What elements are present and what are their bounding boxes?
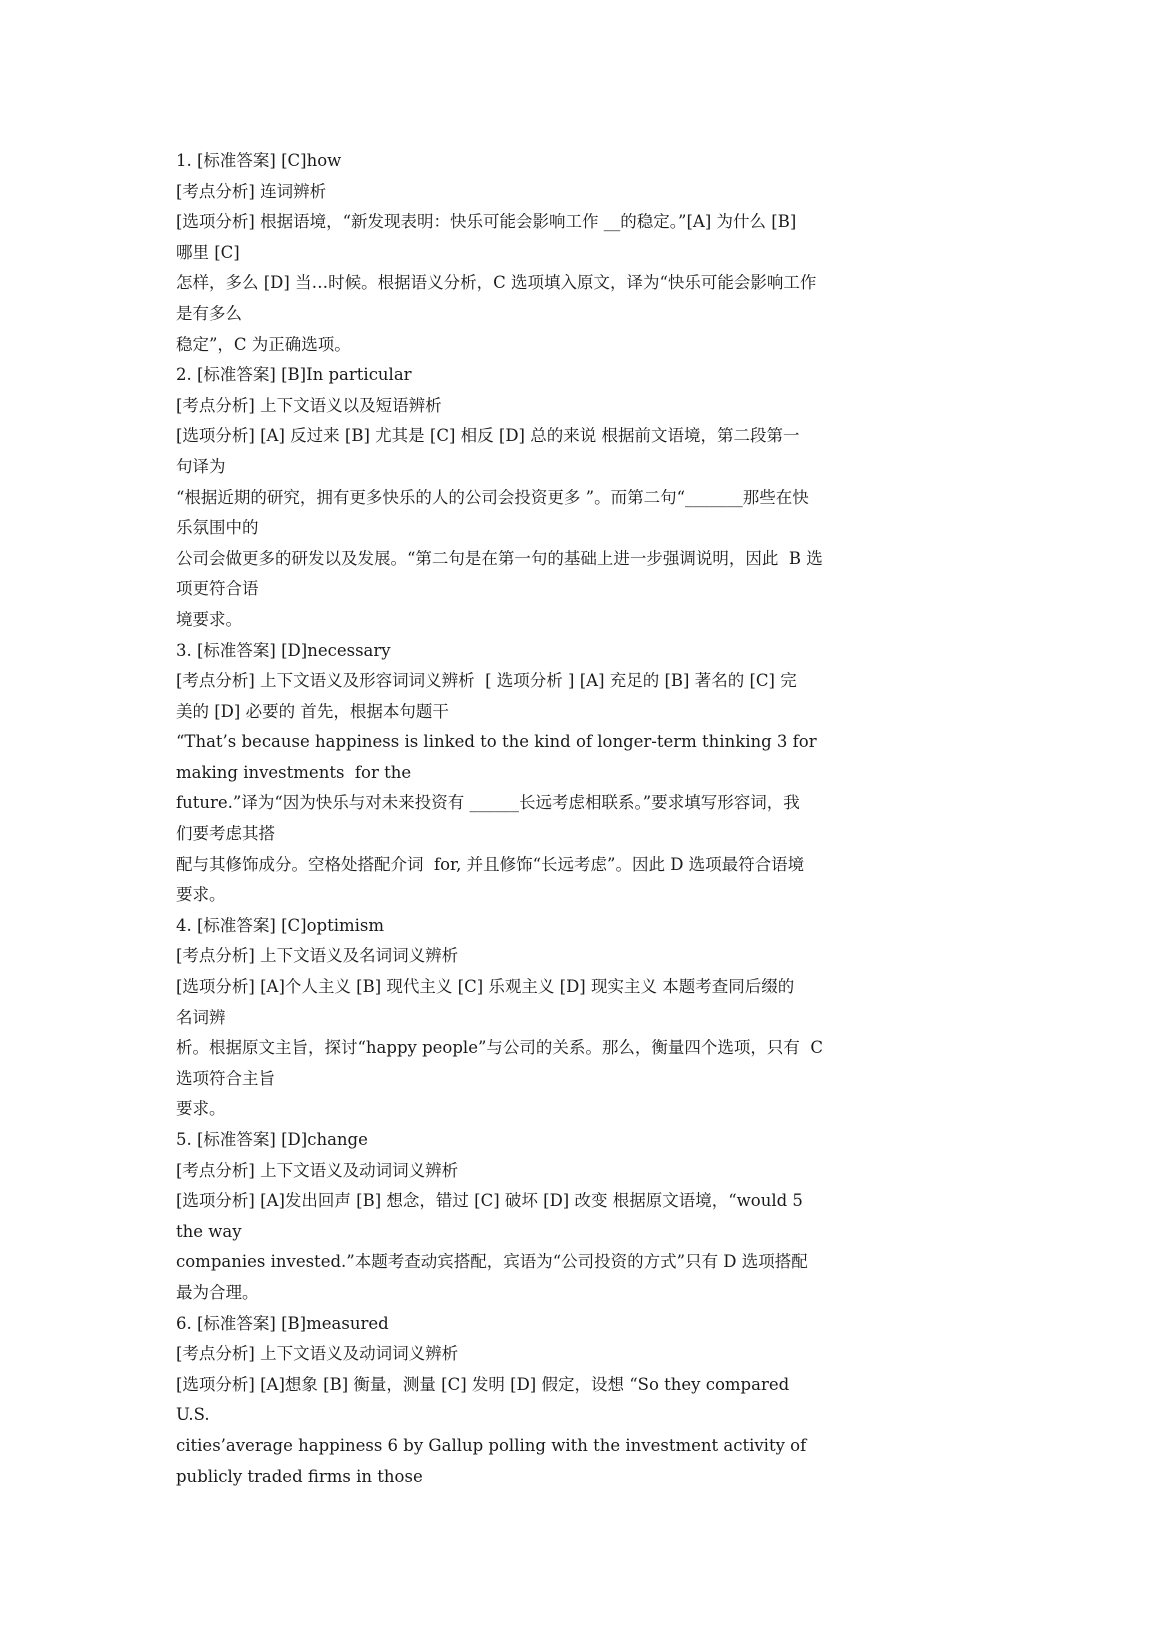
text-line: U.S. (176, 1405, 210, 1425)
text-line: [考点分析] 上下文语义及动词词义辨析 (176, 1160, 459, 1180)
text-line: [选项分析] [A]发出回声 [B] 想念，错过 [C] 破坏 [D] 改变 根据原文语境，“would 5 (176, 1191, 803, 1211)
text-line: [考点分析] 上下文语义及名词词义辨析 (176, 946, 459, 966)
text-line: 是有多么 (176, 303, 242, 323)
text-line: [选项分析] [A]想象 [B] 衡量，测量 [C] 发明 [D] 假定，设想 “So they compared (176, 1374, 790, 1394)
text-line: 哪里 [C] (176, 242, 240, 262)
text-line: 4. [标准答案] [C]optimism (176, 915, 385, 935)
text-line: publicly traded firms in those (176, 1466, 423, 1486)
text-line: 公司会做更多的研发以及发展。“第二句是在第一句的基础上进一步强调说明，因此 B 选 (176, 548, 823, 568)
text-line: [选项分析] [A]个人主义 [B] 现代主义 [C] 乐观主义 [D] 现实主义 本题考查同后缀的 (176, 977, 795, 997)
text-line: [选项分析] 根据语境，“新发现表明：快乐可能会影响工作 __的稳定。”[A] 为什么 [B] (176, 212, 797, 232)
text-line: [考点分析] 上下文语义及动词词义辨析 (176, 1344, 459, 1364)
text-line: 要求。 (176, 885, 226, 905)
text-line: 名词辨 (176, 1007, 226, 1027)
text-line: 美的 [D] 必要的 首先，根据本句题干 (176, 701, 449, 721)
text-line: 项更符合语 (176, 579, 259, 599)
text-line: the way (176, 1221, 242, 1241)
text-line: 3. [标准答案] [D]necessary (176, 640, 391, 660)
text-line: 6. [标准答案] [B]measured (176, 1313, 389, 1333)
text-line: 乐氛围中的 (176, 518, 259, 538)
text-line: companies invested.”本题考查动宾搭配，宾语为“公司投资的方式”只有 D 选项搭配 (176, 1252, 808, 1272)
text-line: 要求。 (176, 1099, 226, 1119)
text-line: 选项符合主旨 (176, 1068, 275, 1088)
text-line: 们要考虑其搭 (176, 824, 275, 844)
answer-explanations (176, 146, 996, 1492)
text-line: 句译为 (176, 456, 226, 476)
text-line: 配与其修饰成分。空格处搭配介词 for, 并且修饰“长远考虑”。因此 D 选项最符合语境 (176, 854, 805, 874)
text-line: future.”译为“因为快乐与对未来投资有 ______长远考虑相联系。”要求填写形容词，我 (176, 793, 800, 813)
text-line: “That’s because happiness is linked to the kind of longer-term thinking 3 for (176, 732, 817, 752)
text-line: 境要求。 (176, 609, 242, 629)
text-line: 5. [标准答案] [D]change (176, 1130, 368, 1149)
text-line: 怎样，多么 [D] 当…时候。根据语义分析，C 选项填入原文，译为“快乐可能会影响工作 (176, 273, 817, 293)
text-line: 1. [标准答案] [C]how (176, 151, 342, 170)
text-line: [考点分析] 上下文语义及形容词词义辨析 [ 选项分析 ] [A] 充足的 [B] 著名的 [C] 完 (176, 671, 797, 691)
text-line: cities’average happiness 6 by Gallup polling with the investment activity of (176, 1435, 807, 1455)
text-line: 稳定”，C 为正确选项。 (176, 334, 351, 354)
text-line: 析。根据原文主旨，探讨“happy people”与公司的关系。那么，衡量四个选项，只有 C (176, 1038, 824, 1058)
text-line: [考点分析] 连词辨析 (176, 181, 327, 201)
text-line: “根据近期的研究，拥有更多快乐的人的公司会投资更多 ”。而第二句“_______那些在快 (176, 487, 809, 507)
text-line: [考点分析] 上下文语义以及短语辨析 (176, 395, 442, 415)
text-line: 最为合理。 (176, 1282, 259, 1302)
text-line: making investments for the (176, 762, 412, 782)
text-line: 2. [标准答案] [B]In particular (176, 365, 412, 385)
text-line: [选项分析] [A] 反过来 [B] 尤其是 [C] 相反 [D] 总的来说 根据前文语境，第二段第一 (176, 426, 800, 446)
